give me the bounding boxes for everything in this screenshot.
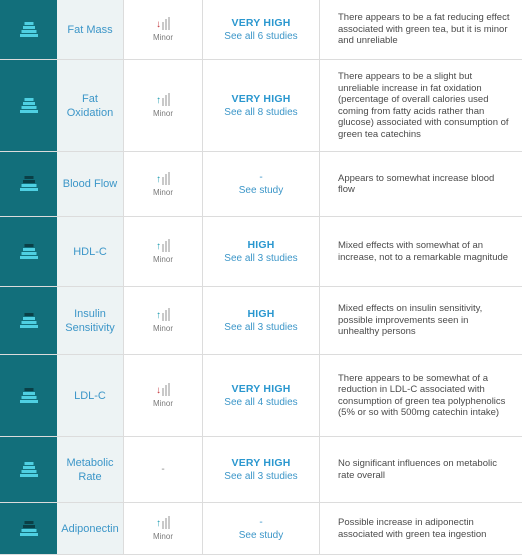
- evidence-level: VERY HIGH: [231, 93, 291, 105]
- evidence-cell: [203, 217, 320, 286]
- evidence-level: VERY HIGH: [231, 457, 291, 469]
- outcome-link[interactable]: Insulin Sensitivity: [57, 287, 124, 354]
- evidence-level: VERY HIGH: [231, 17, 291, 29]
- arrow-up-icon: ↑: [156, 516, 170, 529]
- magnitude-label: Minor: [152, 187, 173, 197]
- table-row: [0, 152, 522, 217]
- magnitude-label: -: [161, 464, 165, 475]
- see-studies-link[interactable]: See all 6 studies: [224, 31, 298, 42]
- grade-icon-c: [19, 176, 39, 192]
- outcome-link[interactable]: HDL-C: [57, 217, 124, 286]
- evidence-level: VERY HIGH: [231, 383, 291, 395]
- grade-icon-a: [19, 462, 39, 478]
- grade-cell: [0, 152, 57, 216]
- arrow-down-icon: ↓: [156, 383, 170, 396]
- grade-cell: [0, 287, 57, 354]
- arrow-up-icon: ↑: [156, 172, 170, 185]
- magnitude-cell: [124, 287, 203, 354]
- notes-text: Possible increase in adiponectin associated with green tea ingestion: [338, 517, 487, 540]
- grade-icon-b: [19, 244, 39, 260]
- see-studies-link[interactable]: See all 4 studies: [224, 397, 298, 408]
- grade-cell: [0, 217, 57, 286]
- magnitude-cell: [124, 152, 203, 216]
- see-studies-link[interactable]: See all 3 studies: [224, 253, 298, 264]
- see-studies-link[interactable]: See study: [238, 529, 284, 541]
- evidence-cell: [203, 503, 320, 554]
- table-row: [0, 217, 522, 287]
- evidence-cell: [203, 0, 320, 59]
- evidence-cell: [203, 152, 320, 216]
- magnitude-cell: [124, 60, 203, 151]
- arrow-down-icon: ↓: [156, 17, 170, 30]
- magnitude-cell: [124, 355, 203, 436]
- notes-text: There appears to be a fat reducing effect associated with green tea, but it is minor and unreliable: [338, 12, 510, 47]
- outcome-link[interactable]: LDL-C: [57, 355, 124, 436]
- grade-icon-a: [19, 98, 39, 114]
- magnitude-cell: [124, 0, 203, 59]
- grade-cell: [0, 60, 57, 151]
- magnitude-label: Minor: [152, 324, 173, 333]
- table-row: [0, 287, 522, 355]
- table-row: [0, 503, 522, 555]
- table-row: [0, 0, 522, 60]
- magnitude-label: Minor: [152, 399, 173, 408]
- notes-text: There appears to be a slight but unreliable increase in fat oxidation (percentage of overall calories used coming from fatty acids rather than glucose) associated with consumption of green tea catechins: [338, 71, 509, 140]
- evidence-level: -: [259, 172, 263, 183]
- grade-cell: [0, 355, 57, 436]
- notes-text: Mixed effects on insulin sensitivity, possible improvements seen in unhealthy persons: [338, 303, 483, 338]
- arrow-up-icon: ↑: [156, 93, 170, 106]
- grade-cell: [0, 503, 57, 554]
- grade-icon-c: [19, 521, 39, 537]
- grade-icon-b: [19, 388, 39, 404]
- see-studies-link[interactable]: See all 3 studies: [224, 322, 298, 333]
- evidence-cell: [203, 437, 320, 502]
- magnitude-label: Minor: [152, 532, 173, 541]
- magnitude-cell: [124, 437, 203, 502]
- outcome-link[interactable]: Fat Mass: [57, 0, 124, 59]
- outcome-link[interactable]: Metabolic Rate: [57, 437, 124, 502]
- see-studies-link[interactable]: See all 3 studies: [224, 471, 298, 482]
- evidence-cell: [203, 60, 320, 151]
- outcome-link[interactable]: Fat Oxidation: [57, 60, 124, 151]
- arrow-up-icon: ↑: [156, 308, 170, 321]
- evidence-level: HIGH: [247, 308, 275, 320]
- evidence-level: HIGH: [247, 239, 275, 251]
- arrow-up-icon: ↑: [156, 239, 170, 252]
- evidence-cell: [203, 287, 320, 354]
- notes-text: No significant influences on metabolic rate overall: [338, 458, 497, 481]
- grade-icon-b: [19, 313, 39, 329]
- magnitude-cell: [124, 217, 203, 286]
- magnitude-label: Minor: [152, 33, 173, 42]
- notes-text: Mixed effects with somewhat of an increase, not to a remarkable magnitude: [338, 240, 509, 263]
- magnitude-label: Minor: [152, 255, 173, 264]
- outcome-link[interactable]: Blood Flow: [57, 152, 124, 216]
- table-row: [0, 355, 522, 437]
- table-row: [0, 60, 522, 152]
- table-row: [0, 437, 522, 503]
- grade-icon-a: [19, 22, 39, 38]
- grade-cell: [0, 0, 57, 59]
- magnitude-label: Minor: [152, 109, 173, 118]
- outcome-link[interactable]: Adiponectin: [57, 503, 124, 554]
- evidence-cell: [203, 355, 320, 436]
- grade-cell: [0, 437, 57, 502]
- see-studies-link[interactable]: See study: [238, 185, 284, 196]
- notes-text: There appears to be somewhat of a reduction in LDL-C associated with consumption of green tea polyphenolics (5% or so with 500mg catechin intake): [338, 372, 506, 418]
- magnitude-cell: [124, 503, 203, 554]
- see-studies-link[interactable]: See all 8 studies: [224, 107, 298, 118]
- notes-text: Appears to somewhat increase blood flow: [338, 172, 495, 195]
- evidence-level: -: [259, 516, 263, 528]
